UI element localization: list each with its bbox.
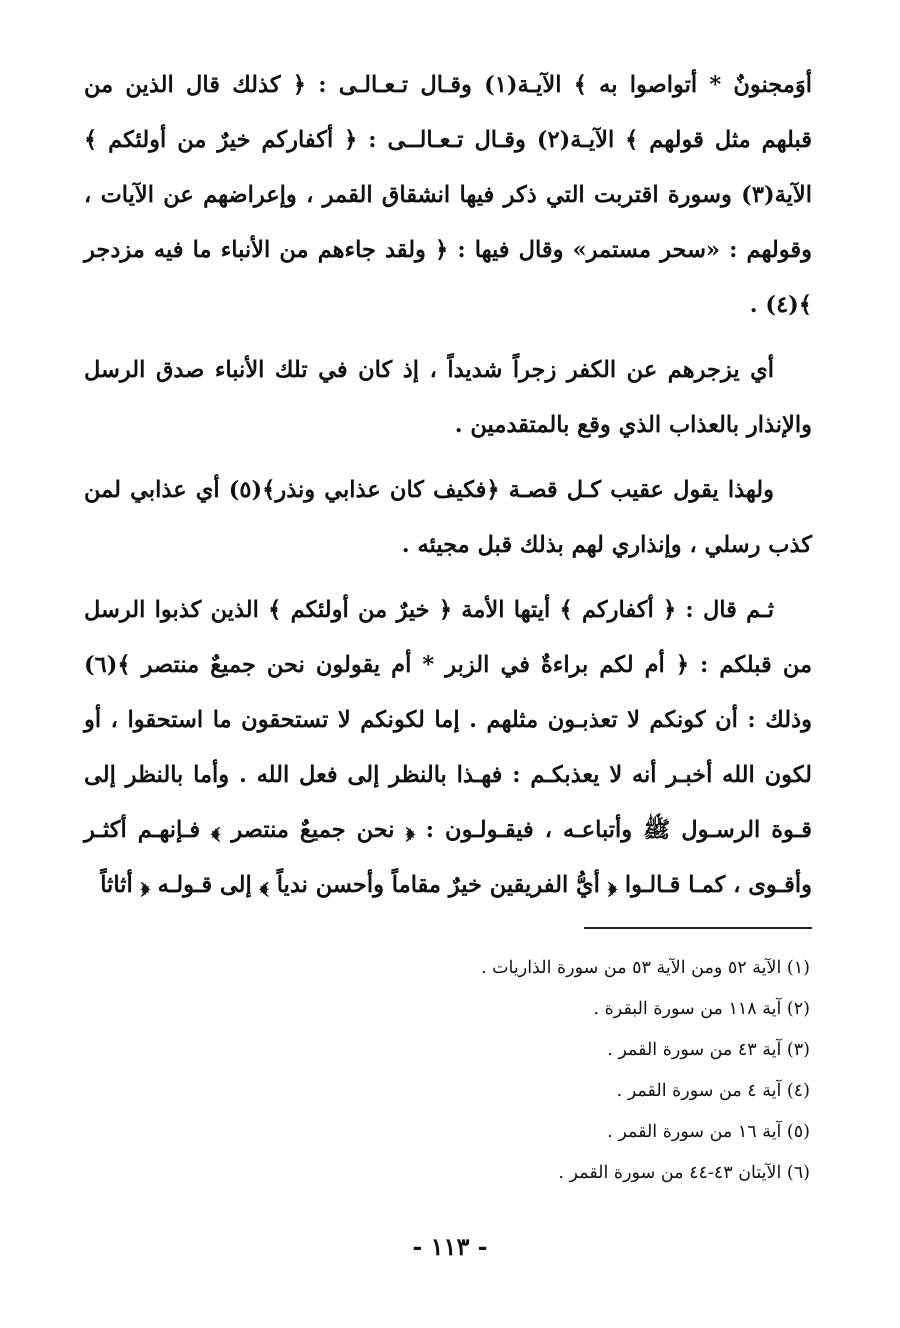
footnote-2: (٢) آية ١١٨ من سورة البقرة .: [593, 999, 810, 1019]
paragraph-3: ولهذا يقول عقيب كـل قصـة ﴿فكيف كان عذابي ونذر﴾(٥) أي عذابي لمن كذب رسلي ، وإنذاري لهم بذلك قبل مجيئه .: [84, 477, 812, 558]
footnote-divider: [584, 927, 812, 929]
paragraph-1: أوَمجنونٌ * أتواصوا به ﴾ الآيـة(١) وقـال تـعـالـى : ﴿ كذلك قال الذين من قبلهم مثل قولهم ﴾ الآيـة(٢) وقـال تـعـالــى : ﴿ أكفاركم خيرٌ من أولئكم ﴾ الآية(٣) وسورة اقتربت التي ذكر فيها انشقاق القمر ، وإعراضهم عن الآيات ، وقولهم : «سحر مستمر» وقال فيها : ﴿ ولقد جاءهم من الأنباء ما فيه مزدجر ﴾(٤) .: [84, 72, 813, 318]
footnote-1: (١) الآية ٥٢ ومن الآية ٥٣ من سورة الذاريات .: [480, 958, 810, 978]
footnote-3: (٣) آية ٤٣ من سورة القمر .: [607, 1040, 810, 1060]
paragraph-4: ثـم قال : ﴿ أكفاركم ﴾ أيتها الأمة ﴿ خيرٌ من أولئكم ﴾ الذين كذبوا الرسل من قبلكم : ﴿ أم لكم براءةٌ في الزبر * أم يقولون نحن جميعٌ منتصر ﴾(٦) وذلك : أن كونكم لا تعذبـون مثلهم . إما لكونكم لا تستحقون ما استحقوا ، أو لكون الله أخبـر أنه لا يعذبكـم : فهـذا بالنظر إلى فعل الله . وأما بالنظر إلى قـوة الرسـول ﷺ وأتباعـه ، فيقـولـون : ﴿ نحن جميعٌ منتصر ﴾ فـإنهـم أكثـر وأقـوى ، كمـا قـالـوا ﴿ أيُّ الفريقين خيرٌ مقاماً وأحسن ندياً ﴾ إلى قـولـه ﴿ أثاثاً: [84, 597, 812, 898]
page-number: - ١١٣ -: [412, 1232, 488, 1261]
footnote-4: (٤) آية ٤ من سورة القمر .: [616, 1081, 810, 1101]
footnote-6: (٦) الآيتان ٤٣-٤٤ من سورة القمر .: [558, 1163, 810, 1183]
paragraph-2: أي يزجرهم عن الكفر زجراً شديداً ، إذ كان في تلك الأنباء صدق الرسل والإنذار بالعذاب الذي وقع بالمتقدمين .: [84, 357, 812, 438]
main-text: [84, 58, 812, 923]
footnotes-list: [210, 948, 810, 1194]
footnote-5: (٥) آية ١٦ من سورة القمر .: [607, 1122, 810, 1142]
